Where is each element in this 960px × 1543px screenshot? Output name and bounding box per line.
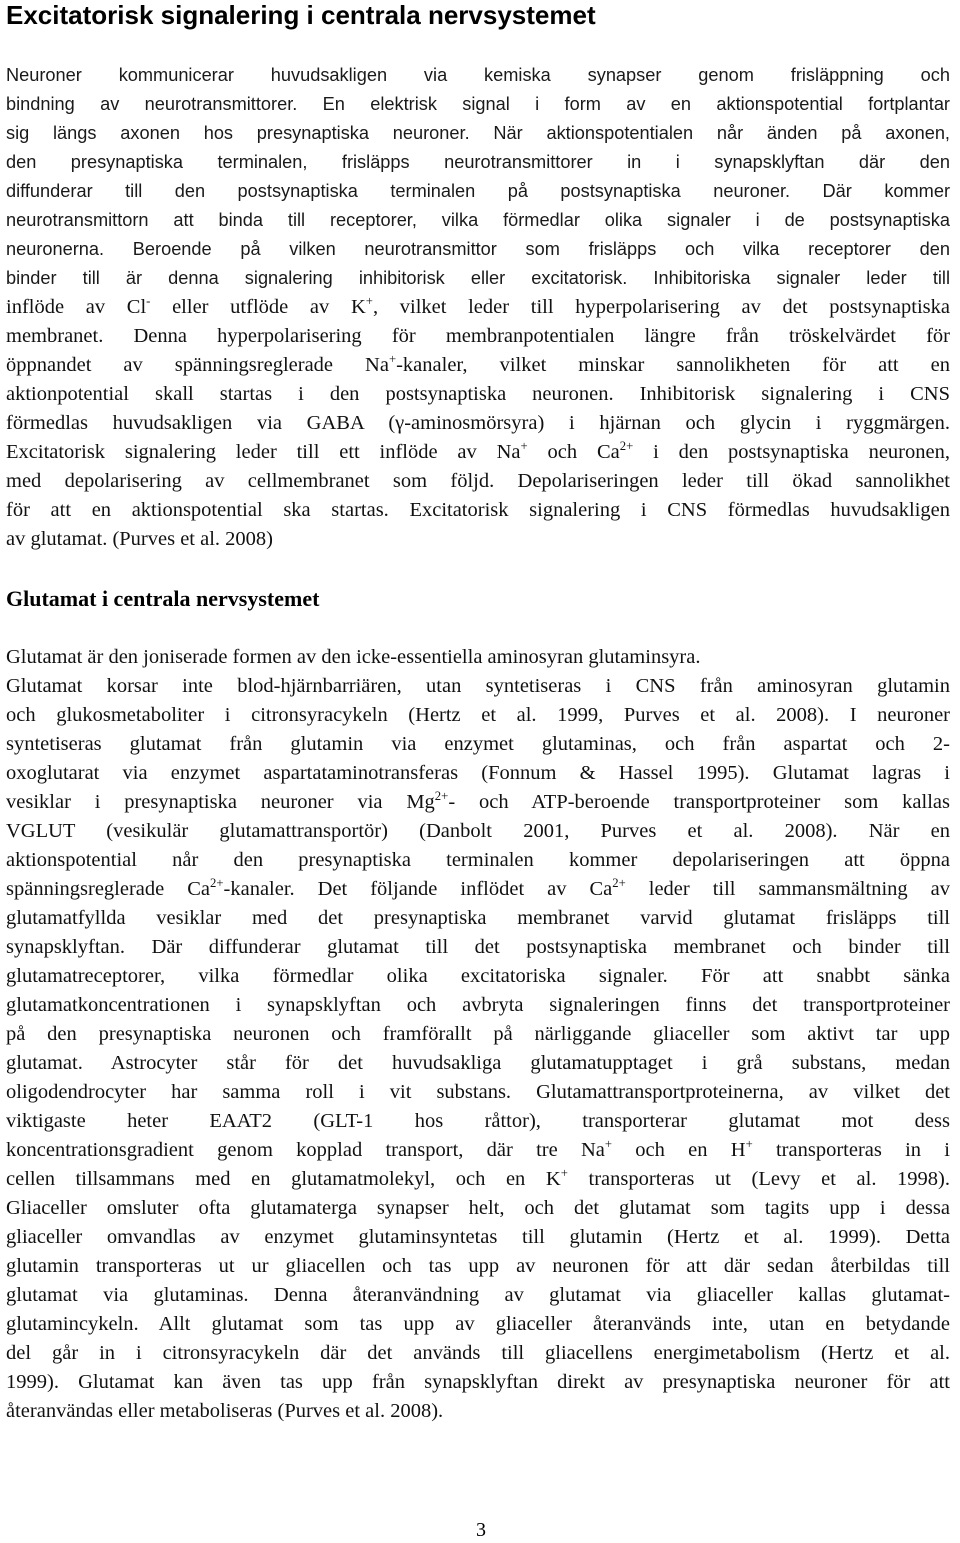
text-line (6, 875, 950, 904)
text-line (6, 438, 950, 467)
text-line (6, 991, 950, 1020)
text-line: aktionpotential skall startas i den postsynaptiska neuronen. Inhibitorisk signalering i CNS (6, 383, 950, 405)
text-line (6, 1281, 950, 1310)
text-line (6, 1339, 950, 1368)
glutamat-paragraph (6, 643, 950, 1426)
text-line: binder till är denna signalering inhibitorisk eller excitatorisk. Inhibitoriska signaler leder till (6, 268, 950, 288)
text-line (6, 788, 950, 817)
text-line (6, 351, 950, 380)
text-run: och en H (612, 1139, 746, 1161)
text-run: leder till sammansmältning av (625, 878, 950, 900)
superscript: 2+ (619, 439, 634, 454)
text-line (6, 1397, 950, 1426)
text-line (6, 817, 950, 846)
text-line (6, 904, 950, 933)
text-line (6, 1194, 950, 1223)
text-line (6, 846, 950, 875)
superscript: + (745, 1137, 753, 1152)
text-run: viktigaste heter EAAT2 (GLT-1 hos råttor), transporterar glutamat mot dess (6, 1110, 950, 1132)
page-title: Excitatorisk signalering i centrala nervsystemet (6, 0, 596, 30)
text-run: oxoglutarat via enzymet aspartataminotransferas (Fonnum & Hassel 1995). Glutamat lagras i (6, 762, 950, 784)
text-run: Excitatorisk signalering leder till ett inflöde av Na (6, 441, 521, 463)
text-line: Neuroner kommunicerar huvudsakligen via kemiska synapser genom frisläppning och (6, 65, 950, 85)
text-line (6, 1368, 950, 1397)
text-line: med depolarisering av cellmembranet som följd. Depolariseringen leder till ökad sannolikhet (6, 470, 950, 492)
text-run: VGLUT (vesikulär glutamattransportör) (Danbolt 2001, Purves et al. 2008). När en (6, 820, 950, 842)
superscript: + (604, 1137, 613, 1152)
text-line (6, 293, 950, 322)
text-run: syntetiseras glutamat från glutamin via enzymet glutaminas, och från aspartat och 2- (6, 733, 950, 755)
text-run: gliaceller omvandlas av enzymet glutaminsyntetas till glutamin (Hertz et al. 1999). Detta (6, 1226, 950, 1248)
text-run: på den presynaptiska neuronen och framförallt på närliggande gliaceller som aktivt tar upp (6, 1023, 950, 1045)
text-run: glutamatfyllda vesiklar med det presynaptiska membranet varvid glutamat frisläpps till (6, 907, 950, 929)
superscript: + (520, 439, 528, 454)
superscript: + (365, 294, 373, 309)
text-line (6, 1223, 950, 1252)
page-number: 3 (476, 1519, 486, 1541)
text-run: vesiklar i presynaptiska neuroner via Mg (6, 791, 435, 813)
text-line (6, 1107, 950, 1136)
text-run: återanvändas eller metaboliseras (Purves et al. 2008). (6, 1400, 444, 1422)
text-line: neuronerna. Beroende på vilken neurotransmittor som frisläpps och vilka receptorer den (6, 239, 950, 259)
text-run: - och ATP-beroende transportproteiner som kallas (448, 791, 950, 813)
text-run: -kanaler, vilket minskar sannolikheten för att en (396, 354, 950, 376)
superscript: 2+ (210, 876, 224, 891)
text-run: öppnandet av spänningsreglerade Na (6, 354, 389, 376)
superscript: - (146, 294, 151, 309)
superscript: + (388, 352, 397, 367)
text-run: , vilket leder till hyperpolarisering av det postsynaptiska (372, 296, 950, 318)
text-line (6, 933, 950, 962)
text-run: glutamatreceptorer, vilka förmedlar olika excitatoriska signaler. För att snabbt sänka (6, 965, 950, 987)
text-line: diffunderar till den postsynaptiska terminalen på postsynaptiska neuroner. Där kommer (6, 181, 950, 201)
intro-paragraph-serif (6, 293, 950, 554)
text-run: transporteras ut (Levy et al. 1998). (567, 1168, 951, 1190)
text-run: spänningsreglerade Ca (6, 878, 210, 900)
text-line (6, 701, 950, 730)
text-run: del går in i citronsyracykeln där det används till gliacellens energimetabolism (Hertz et al. (6, 1342, 950, 1364)
text-line (6, 1136, 950, 1165)
text-line: den presynaptiska terminalen, frisläpps neurotransmittorer in i synapsklyftan där den (6, 152, 950, 172)
text-run: koncentrationsgradient genom kopplad transport, där tre Na (6, 1139, 605, 1161)
text-line (6, 672, 950, 701)
text-line: förmedlas huvudsakligen via GABA (γ-aminosmörsyra) i hjärnan och glycin i ryggmärgen. (6, 412, 950, 434)
intro-paragraph-sans (6, 61, 950, 293)
text-run: glutamat via glutaminas. Denna återanvändning av glutamat via gliaceller kallas glutamat- (6, 1284, 950, 1306)
text-run: glutamat. Astrocyter står för det huvudsakliga glutamatupptaget i grå substans, medan (6, 1052, 950, 1074)
text-run: cellen tillsammans med en glutamatmolekyl, och en K (6, 1168, 561, 1190)
text-run: glutamin transporteras ut ur gliacellen och tas upp av neuronen för att där sedan återbildas till (6, 1255, 950, 1277)
text-run: glutamatkoncentrationen i synapsklyftan och avbryta signaleringen finns det transportproteiner (6, 994, 950, 1016)
text-line (6, 643, 950, 672)
text-line: neurotransmittorn att binda till receptorer, vilka förmedlar olika signaler i de postsynaptiska (6, 210, 950, 230)
text-run: i den postsynaptiska neuronen, (633, 441, 950, 463)
text-line: för att en aktionspotential ska startas. Excitatorisk signalering i CNS förmedlas huvudsakligen (6, 499, 950, 521)
text-line (6, 759, 950, 788)
text-line (6, 1165, 950, 1194)
text-run: transporteras in i (752, 1139, 950, 1161)
text-run: inflöde av Cl (6, 296, 147, 318)
text-line: sig längs axonen hos presynaptiska neuroner. När aktionspotentialen når änden på axonen, (6, 123, 950, 143)
text-run: Glutamat korsar inte blod-hjärnbarriären, utan syntetiseras i CNS från aminosyran glutamin (6, 675, 950, 697)
text-run: och glukosmetaboliter i citronsyracykeln (Hertz et al. 1999, Purves et al. 2008). I neuroner (6, 704, 950, 726)
text-run: Glutamat är den joniserade formen av den icke-essentiella aminosyran glutaminsyra. (6, 646, 701, 668)
text-run: synapsklyftan. Där diffunderar glutamat till det postsynaptiska membranet och binder till (6, 936, 950, 958)
text-line: membranet. Denna hyperpolarisering för membranpotentialen längre från tröskelvärdet för (6, 325, 950, 347)
text-run: aktionspotential når den presynaptiska terminalen kommer depolariseringen att öppna (6, 849, 950, 871)
section-heading: Glutamat i centrala nervsystemet (6, 586, 320, 611)
text-run: -kanaler. Det följande inflödet av Ca (223, 878, 613, 900)
text-line (6, 962, 950, 991)
text-run: glutamincykeln. Allt glutamat som tas upp av gliaceller återanvänds inte, utan en betydande (6, 1313, 950, 1335)
superscript: 2+ (434, 789, 449, 804)
text-line: bindning av neurotransmittorer. En elektrisk signal i form av en aktionspotential fortplantar (6, 94, 950, 114)
text-run: 1999). Glutamat kan även tas upp från synapsklyftan direkt av presynaptiska neuroner för att (6, 1371, 950, 1393)
text-line (6, 1020, 950, 1049)
text-line: av glutamat. (Purves et al. 2008) (6, 528, 274, 550)
text-run: eller utflöde av K (150, 296, 366, 318)
text-line (6, 1078, 950, 1107)
superscript: 2+ (612, 876, 626, 891)
text-line (6, 1252, 950, 1281)
text-run: och Ca (527, 441, 620, 463)
text-line (6, 1310, 950, 1339)
superscript: + (560, 1166, 568, 1181)
text-run: Gliaceller omsluter ofta glutamaterga synapser helt, och det glutamat som tagits upp i dessa (6, 1197, 950, 1219)
text-run: oligodendrocyter har samma roll i vit substans. Glutamattransportproteinerna, av vilket det (6, 1081, 950, 1103)
text-line (6, 730, 950, 759)
text-line (6, 1049, 950, 1078)
